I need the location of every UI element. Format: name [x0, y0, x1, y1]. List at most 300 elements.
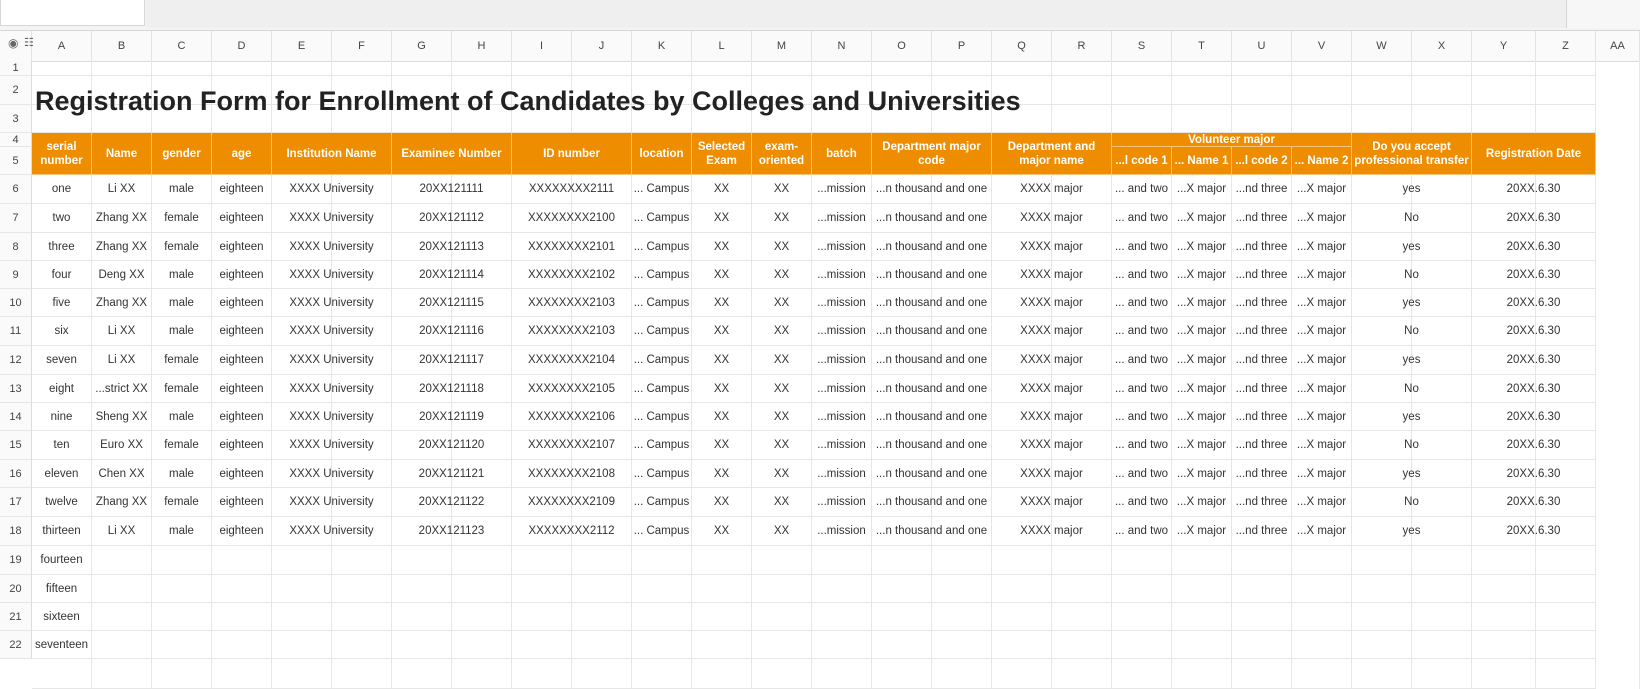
cell-examinee-number[interactable]: 20XX121120 [418, 439, 485, 451]
column-header-k[interactable]: K [632, 31, 692, 61]
cell-batch[interactable]: ...mission [817, 496, 866, 508]
cell-exam-oriented[interactable]: XX [773, 325, 790, 337]
cell-age[interactable]: eighteen [219, 325, 264, 337]
cell-professional-transfer[interactable]: No [1404, 325, 1419, 337]
cell-volunteer-name-1[interactable]: ...X major [1176, 410, 1227, 423]
row-header-22[interactable]: 22 [0, 631, 32, 659]
cell-volunteer-name-2[interactable]: ...X major [1296, 325, 1347, 337]
cell-serial-number[interactable]: fourteen [40, 554, 83, 566]
cell-name[interactable]: Zhang XX [95, 496, 148, 508]
cell-department-major-code[interactable]: ...n thousand and one [875, 354, 988, 366]
column-header-x[interactable]: X [1412, 31, 1472, 61]
freeze-icon[interactable]: ☷ [24, 37, 34, 49]
cell-examinee-number[interactable]: 20XX121117 [419, 354, 484, 366]
cell-professional-transfer[interactable]: No [1404, 496, 1419, 508]
header-volunteer-name-2[interactable]: ... Name 2 [1292, 147, 1352, 175]
row-header-3[interactable]: 3 [0, 105, 32, 133]
cell-institution-name[interactable]: XXXX University [289, 268, 374, 281]
cell-department-major-code[interactable]: ...n thousand and one [875, 410, 988, 423]
cell-exam-oriented[interactable]: XX [773, 240, 790, 253]
cell-selected-exam[interactable]: XX [713, 382, 730, 395]
cell-id-number[interactable]: XXXXXXXX2106 [528, 410, 615, 423]
cell-professional-transfer[interactable]: yes [1402, 240, 1421, 253]
cell-serial-number[interactable]: fifteen [45, 582, 78, 595]
cell-id-number[interactable]: XXXXXXXX2107 [528, 439, 615, 451]
cell-age[interactable]: eighteen [219, 296, 264, 309]
cell-serial-number[interactable]: twelve [45, 496, 78, 508]
cell-age[interactable]: eighteen [219, 410, 264, 423]
cell-institution-name[interactable]: XXXX University [289, 410, 374, 423]
cell-batch[interactable]: ...mission [817, 525, 866, 537]
cell-volunteer-code-2[interactable]: ...nd three [1235, 183, 1288, 195]
row-header-10[interactable]: 10 [0, 289, 32, 317]
column-header-n[interactable]: N [812, 31, 872, 61]
cell-volunteer-code-2[interactable]: ...nd three [1235, 525, 1288, 537]
cell-department-major-code[interactable]: ...n thousand and one [875, 296, 988, 309]
cell-selected-exam[interactable]: XX [713, 410, 730, 423]
cell-department-major-code[interactable]: ...n thousand and one [875, 525, 988, 537]
cell-serial-number[interactable]: six [54, 325, 69, 337]
cell-gender[interactable]: female [164, 439, 199, 451]
cell-exam-oriented[interactable]: XX [773, 496, 790, 508]
cell-department-major-code[interactable]: ...n thousand and one [875, 183, 988, 195]
cell-exam-oriented[interactable]: XX [773, 439, 790, 451]
cell-gender[interactable]: male [169, 325, 194, 337]
cell-examinee-number[interactable]: 20XX121123 [418, 525, 485, 537]
row-header-15[interactable]: 15 [0, 431, 32, 460]
cell-serial-number[interactable]: five [52, 296, 71, 309]
cell-volunteer-code-1[interactable]: ... and two [1114, 268, 1169, 281]
cell-volunteer-name-2[interactable]: ...X major [1296, 183, 1347, 195]
cell-registration-date[interactable]: 20XX.6.30 [1506, 325, 1561, 337]
cell-location[interactable]: ... Campus [633, 240, 690, 253]
cell-location[interactable]: ... Campus [633, 183, 690, 195]
row-header-8[interactable]: 8 [0, 233, 32, 261]
header-selected-exam[interactable]: Selected Exam [692, 133, 752, 175]
cell-examinee-number[interactable]: 20XX121122 [418, 496, 485, 508]
cell-id-number[interactable]: XXXXXXXX2103 [528, 325, 615, 337]
cell-exam-oriented[interactable]: XX [773, 268, 790, 281]
cell-volunteer-code-1[interactable]: ... and two [1114, 296, 1169, 309]
header-serial-number[interactable]: serial number [32, 133, 92, 175]
cell-volunteer-code-2[interactable]: ...nd three [1235, 240, 1288, 253]
cell-id-number[interactable]: XXXXXXXX2103 [528, 296, 615, 309]
header-department-major-name[interactable]: Department and major name [992, 133, 1112, 175]
cell-volunteer-code-2[interactable]: ...nd three [1235, 325, 1288, 337]
cell-batch[interactable]: ...mission [817, 240, 866, 253]
cell-volunteer-name-2[interactable]: ...X major [1296, 268, 1347, 281]
column-header-l[interactable]: L [692, 31, 752, 61]
cell-name[interactable]: Zhang XX [95, 296, 148, 309]
cell-volunteer-name-2[interactable]: ...X major [1296, 467, 1347, 480]
header-exam-oriented[interactable]: exam-oriented [752, 133, 812, 175]
cell-registration-date[interactable]: 20XX.6.30 [1506, 439, 1561, 451]
cell-professional-transfer[interactable]: yes [1402, 183, 1421, 195]
cell-volunteer-code-1[interactable]: ... and two [1114, 183, 1169, 195]
cell-institution-name[interactable]: XXXX University [289, 325, 374, 337]
cell-exam-oriented[interactable]: XX [773, 410, 790, 423]
cell-name[interactable]: Sheng XX [95, 410, 148, 423]
column-header-v[interactable]: V [1292, 31, 1352, 61]
cell-volunteer-name-2[interactable]: ...X major [1296, 240, 1347, 253]
header-location[interactable]: location [632, 133, 692, 175]
cell-institution-name[interactable]: XXXX University [289, 296, 374, 309]
cell-serial-number[interactable]: one [51, 183, 72, 195]
cell-examinee-number[interactable]: 20XX121113 [419, 240, 484, 253]
cell-department-major-name[interactable]: XXXX major [1020, 382, 1083, 395]
cell-volunteer-code-2[interactable]: ...nd three [1235, 296, 1288, 309]
column-header-y[interactable]: Y [1472, 31, 1536, 61]
cell-volunteer-name-2[interactable]: ...X major [1296, 212, 1347, 224]
cell-serial-number[interactable]: nine [50, 410, 73, 423]
cell-id-number[interactable]: XXXXXXXX2102 [528, 268, 615, 281]
row-header-5[interactable]: 5 [0, 147, 32, 175]
column-header-p[interactable]: P [932, 31, 992, 61]
row-header-2[interactable]: 2 [0, 76, 32, 105]
cell-age[interactable]: eighteen [219, 183, 264, 195]
cell-department-major-name[interactable]: XXXX major [1020, 410, 1083, 423]
cell-institution-name[interactable]: XXXX University [289, 525, 374, 537]
cell-department-major-name[interactable]: XXXX major [1020, 240, 1083, 253]
cell-volunteer-name-1[interactable]: ...X major [1176, 354, 1227, 366]
cell-selected-exam[interactable]: XX [713, 268, 730, 281]
cell-gender[interactable]: male [169, 296, 194, 309]
cell-department-major-name[interactable]: XXXX major [1020, 467, 1083, 480]
cell-department-major-name[interactable]: XXXX major [1020, 212, 1083, 224]
cell-examinee-number[interactable]: 20XX121112 [419, 212, 484, 224]
cell-institution-name[interactable]: XXXX University [289, 467, 374, 480]
cell-serial-number[interactable]: seven [46, 354, 77, 366]
cell-gender[interactable]: male [169, 467, 194, 480]
row-header-6[interactable]: 6 [0, 175, 32, 204]
cell-selected-exam[interactable]: XX [713, 525, 730, 537]
cell-registration-date[interactable]: 20XX.6.30 [1506, 382, 1561, 395]
cell-serial-number[interactable]: ten [53, 439, 70, 451]
cell-department-major-name[interactable]: XXXX major [1020, 525, 1083, 537]
cell-name[interactable]: ...strict XX [95, 382, 148, 395]
cell-gender[interactable]: male [169, 183, 194, 195]
cell-volunteer-code-1[interactable]: ... and two [1114, 240, 1169, 253]
cell-location[interactable]: ... Campus [633, 467, 690, 480]
cell-age[interactable]: eighteen [219, 212, 264, 224]
cell-professional-transfer[interactable]: yes [1402, 354, 1421, 366]
cell-department-major-name[interactable]: XXXX major [1020, 183, 1083, 195]
cell-volunteer-code-1[interactable]: ... and two [1114, 212, 1169, 224]
cell-volunteer-name-2[interactable]: ...X major [1296, 439, 1347, 451]
cell-serial-number[interactable]: sixteen [43, 610, 80, 623]
cell-department-major-name[interactable]: XXXX major [1020, 439, 1083, 451]
header-volunteer-major[interactable]: Volunteer major [1112, 133, 1352, 147]
cell-gender[interactable]: female [164, 496, 199, 508]
row-header-11[interactable]: 11 [0, 317, 32, 346]
cell-location[interactable]: ... Campus [633, 212, 690, 224]
cell-volunteer-code-1[interactable]: ... and two [1114, 410, 1169, 423]
cell-volunteer-code-1[interactable]: ... and two [1114, 439, 1169, 451]
column-header-i[interactable]: I [512, 31, 572, 61]
cell-location[interactable]: ... Campus [633, 496, 690, 508]
cell-batch[interactable]: ...mission [817, 382, 866, 395]
cell-id-number[interactable]: XXXXXXXX2104 [528, 354, 615, 366]
cell-volunteer-code-1[interactable]: ... and two [1114, 382, 1169, 395]
cell-exam-oriented[interactable]: XX [773, 382, 790, 395]
cell-department-major-code[interactable]: ...n thousand and one [875, 240, 988, 253]
cell-professional-transfer[interactable]: yes [1402, 296, 1421, 309]
cell-selected-exam[interactable]: XX [713, 296, 730, 309]
cell-volunteer-name-2[interactable]: ...X major [1296, 525, 1347, 537]
cell-location[interactable]: ... Campus [633, 410, 690, 423]
eye-icon[interactable]: ◉ [8, 36, 19, 50]
cell-location[interactable]: ... Campus [633, 296, 690, 309]
cell-gender[interactable]: male [169, 268, 194, 281]
column-header-s[interactable]: S [1112, 31, 1172, 61]
cell-location[interactable]: ... Campus [633, 325, 690, 337]
column-header-g[interactable]: G [392, 31, 452, 61]
cell-id-number[interactable]: XXXXXXXX2112 [528, 525, 615, 537]
cell-registration-date[interactable]: 20XX.6.30 [1506, 467, 1561, 480]
cell-registration-date[interactable]: 20XX.6.30 [1506, 296, 1561, 309]
cell-institution-name[interactable]: XXXX University [289, 382, 374, 395]
cell-volunteer-name-1[interactable]: ...X major [1176, 212, 1227, 224]
cell-volunteer-name-2[interactable]: ...X major [1296, 496, 1347, 508]
row-header-13[interactable]: 13 [0, 375, 32, 403]
cell-department-major-code[interactable]: ...n thousand and one [875, 325, 988, 337]
cell-professional-transfer[interactable]: yes [1402, 467, 1421, 480]
cell-volunteer-code-2[interactable]: ...nd three [1235, 467, 1288, 480]
cell-registration-date[interactable]: 20XX.6.30 [1506, 525, 1561, 537]
cell-examinee-number[interactable]: 20XX121118 [419, 382, 484, 395]
cell-name[interactable]: Zhang XX [95, 240, 148, 253]
cell-gender[interactable]: female [164, 382, 199, 395]
cell-examinee-number[interactable]: 20XX121115 [419, 296, 484, 309]
cell-location[interactable]: ... Campus [633, 354, 690, 366]
cell-volunteer-name-1[interactable]: ...X major [1176, 183, 1227, 195]
column-header-f[interactable]: F [332, 31, 392, 61]
cell-location[interactable]: ... Campus [633, 525, 690, 537]
cell-exam-oriented[interactable]: XX [773, 212, 790, 224]
cell-location[interactable]: ... Campus [633, 268, 690, 281]
cell-age[interactable]: eighteen [219, 525, 264, 537]
cell-location[interactable]: ... Campus [633, 382, 690, 395]
cell-volunteer-name-2[interactable]: ...X major [1296, 410, 1347, 423]
cell-selected-exam[interactable]: XX [713, 325, 730, 337]
header-professional-transfer[interactable]: Do you accept professional transfer [1352, 133, 1472, 175]
cell-department-major-code[interactable]: ...n thousand and one [875, 268, 988, 281]
cell-department-major-name[interactable]: XXXX major [1020, 354, 1083, 366]
cell-institution-name[interactable]: XXXX University [289, 354, 374, 366]
cell-name[interactable]: Euro XX [100, 439, 143, 451]
column-header-r[interactable]: R [1052, 31, 1112, 61]
header-batch[interactable]: batch [812, 133, 872, 175]
row-header-12[interactable]: 12 [0, 346, 32, 375]
cell-exam-oriented[interactable]: XX [773, 183, 790, 195]
cell-volunteer-name-1[interactable]: ...X major [1176, 296, 1227, 309]
cell-serial-number[interactable]: eleven [44, 467, 79, 480]
cell-department-major-code[interactable]: ...n thousand and one [875, 439, 988, 451]
cell-department-major-name[interactable]: XXXX major [1020, 325, 1083, 337]
cell-registration-date[interactable]: 20XX.6.30 [1506, 268, 1561, 281]
name-box[interactable] [0, 0, 145, 26]
cell-age[interactable]: eighteen [219, 268, 264, 281]
column-header-e[interactable]: E [272, 31, 332, 61]
cell-batch[interactable]: ...mission [817, 410, 866, 423]
row-header-21[interactable]: 21 [0, 603, 32, 631]
cell-gender[interactable]: female [164, 354, 199, 366]
cell-professional-transfer[interactable]: No [1404, 382, 1419, 395]
cell-selected-exam[interactable]: XX [713, 183, 730, 195]
cell-examinee-number[interactable]: 20XX121111 [419, 183, 484, 195]
row-header-1[interactable]: 1 [0, 61, 32, 76]
cell-department-major-code[interactable]: ...n thousand and one [875, 496, 988, 508]
cell-volunteer-name-1[interactable]: ...X major [1176, 325, 1227, 337]
cell-volunteer-code-1[interactable]: ... and two [1114, 325, 1169, 337]
cell-department-major-code[interactable]: ...n thousand and one [875, 467, 988, 480]
row-header-7[interactable]: 7 [0, 204, 32, 233]
cell-exam-oriented[interactable]: XX [773, 525, 790, 537]
cell-name[interactable]: Li XX [107, 325, 136, 337]
cell-volunteer-code-1[interactable]: ... and two [1114, 467, 1169, 480]
cell-volunteer-code-1[interactable]: ... and two [1114, 525, 1169, 537]
cell-serial-number[interactable]: four [51, 268, 72, 281]
cell-registration-date[interactable]: 20XX.6.30 [1506, 410, 1561, 423]
cell-id-number[interactable]: XXXXXXXX2100 [528, 212, 615, 224]
cell-batch[interactable]: ...mission [817, 183, 866, 195]
cell-id-number[interactable]: XXXXXXXX2111 [528, 183, 615, 195]
cell-examinee-number[interactable]: 20XX121119 [419, 410, 484, 423]
row-header-18[interactable]: 18 [0, 517, 32, 546]
cell-id-number[interactable]: XXXXXXXX2101 [528, 240, 615, 253]
column-header-u[interactable]: U [1232, 31, 1292, 61]
header-gender[interactable]: gender [152, 133, 212, 175]
column-header-d[interactable]: D [212, 31, 272, 61]
row-header-16[interactable]: 16 [0, 460, 32, 488]
cell-volunteer-name-1[interactable]: ...X major [1176, 467, 1227, 480]
column-header-c[interactable]: C [152, 31, 212, 61]
cell-name[interactable]: Deng XX [98, 268, 145, 281]
cell-examinee-number[interactable]: 20XX121121 [418, 467, 485, 480]
cell-volunteer-code-2[interactable]: ...nd three [1235, 212, 1288, 224]
cell-volunteer-name-1[interactable]: ...X major [1176, 439, 1227, 451]
cell-serial-number[interactable]: three [48, 240, 75, 253]
cell-age[interactable]: eighteen [219, 439, 264, 451]
cell-volunteer-code-2[interactable]: ...nd three [1235, 439, 1288, 451]
cell-batch[interactable]: ...mission [817, 296, 866, 309]
cell-institution-name[interactable]: XXXX University [289, 240, 374, 253]
cell-registration-date[interactable]: 20XX.6.30 [1506, 240, 1561, 253]
cell-volunteer-code-2[interactable]: ...nd three [1235, 410, 1288, 423]
cell-name[interactable]: Li XX [107, 183, 136, 195]
cell-batch[interactable]: ...mission [817, 212, 866, 224]
column-header-t[interactable]: T [1172, 31, 1232, 61]
cell-institution-name[interactable]: XXXX University [289, 212, 374, 224]
cell-exam-oriented[interactable]: XX [773, 354, 790, 366]
column-header-a[interactable]: A [32, 31, 92, 61]
cell-batch[interactable]: ...mission [817, 467, 866, 480]
cell-name[interactable]: Zhang XX [95, 212, 148, 224]
row-header-17[interactable]: 17 [0, 488, 32, 517]
header-volunteer-code-1[interactable]: ...l code 1 [1112, 147, 1172, 175]
cell-institution-name[interactable]: XXXX University [289, 496, 374, 508]
cell-id-number[interactable]: XXXXXXXX2105 [528, 382, 615, 395]
cell-selected-exam[interactable]: XX [713, 496, 730, 508]
cell-volunteer-code-1[interactable]: ... and two [1114, 354, 1169, 366]
cell-department-major-name[interactable]: XXXX major [1020, 296, 1083, 309]
cell-professional-transfer[interactable]: No [1404, 212, 1419, 224]
cell-selected-exam[interactable]: XX [713, 439, 730, 451]
column-header-q[interactable]: Q [992, 31, 1052, 61]
cell-serial-number[interactable]: eight [49, 382, 74, 395]
cell-gender[interactable]: male [169, 410, 194, 423]
cell-name[interactable]: Li XX [107, 354, 136, 366]
column-header-o[interactable]: O [872, 31, 932, 61]
header-institution-name[interactable]: Institution Name [272, 133, 392, 175]
cell-selected-exam[interactable]: XX [713, 467, 730, 480]
cell-volunteer-name-1[interactable]: ...X major [1176, 268, 1227, 281]
header-id-number[interactable]: ID number [512, 133, 632, 175]
cell-exam-oriented[interactable]: XX [773, 296, 790, 309]
cell-gender[interactable]: female [164, 212, 199, 224]
cell-registration-date[interactable]: 20XX.6.30 [1506, 212, 1561, 224]
header-name[interactable]: Name [92, 133, 152, 175]
cell-department-major-code[interactable]: ...n thousand and one [875, 212, 988, 224]
row-header-4[interactable]: 4 [0, 133, 32, 147]
cell-exam-oriented[interactable]: XX [773, 467, 790, 480]
column-header-z[interactable]: Z [1536, 31, 1596, 61]
cell-institution-name[interactable]: XXXX University [289, 439, 374, 451]
formula-bar[interactable] [146, 0, 1566, 28]
header-examinee-number[interactable]: Examinee Number [392, 133, 512, 175]
row-header-9[interactable]: 9 [0, 261, 32, 289]
select-all-corner[interactable] [0, 31, 32, 61]
cell-volunteer-name-2[interactable]: ...X major [1296, 354, 1347, 366]
cell-batch[interactable]: ...mission [817, 325, 866, 337]
cell-batch[interactable]: ...mission [817, 268, 866, 281]
header-volunteer-code-2[interactable]: ...l code 2 [1232, 147, 1292, 175]
cell-gender[interactable]: female [164, 240, 199, 253]
cell-examinee-number[interactable]: 20XX121116 [419, 325, 484, 337]
cell-serial-number[interactable]: thirteen [42, 525, 81, 537]
cell-name[interactable]: Li XX [107, 525, 136, 537]
header-registration-date[interactable]: Registration Date [1472, 133, 1596, 175]
header-department-major-code[interactable]: Department major code [872, 133, 992, 175]
cell-volunteer-name-1[interactable]: ...X major [1176, 496, 1227, 508]
cell-age[interactable]: eighteen [219, 240, 264, 253]
cell-professional-transfer[interactable]: yes [1402, 410, 1421, 423]
cell-registration-date[interactable]: 20XX.6.30 [1506, 496, 1561, 508]
row-header-20[interactable]: 20 [0, 575, 32, 603]
cell-department-major-name[interactable]: XXXX major [1020, 496, 1083, 508]
column-header-w[interactable]: W [1352, 31, 1412, 61]
cell-serial-number[interactable]: seventeen [34, 638, 89, 651]
cell-volunteer-name-1[interactable]: ...X major [1176, 525, 1227, 537]
cell-name[interactable]: Chen XX [98, 467, 145, 480]
column-header-j[interactable]: J [572, 31, 632, 61]
cell-volunteer-code-2[interactable]: ...nd three [1235, 496, 1288, 508]
cell-selected-exam[interactable]: XX [713, 354, 730, 366]
cell-examinee-number[interactable]: 20XX121114 [419, 268, 484, 281]
column-header-h[interactable]: H [452, 31, 512, 61]
cell-department-major-code[interactable]: ...n thousand and one [875, 382, 988, 395]
header-age[interactable]: age [212, 133, 272, 175]
cell-selected-exam[interactable]: XX [713, 212, 730, 224]
cell-id-number[interactable]: XXXXXXXX2109 [528, 496, 615, 508]
cell-volunteer-name-1[interactable]: ...X major [1176, 382, 1227, 395]
cell-location[interactable]: ... Campus [633, 439, 690, 451]
column-header-aa[interactable]: AA [1596, 31, 1640, 61]
column-header-b[interactable]: B [92, 31, 152, 61]
cell-volunteer-code-2[interactable]: ...nd three [1235, 354, 1288, 366]
row-header-19[interactable]: 19 [0, 546, 32, 575]
cell-registration-date[interactable]: 20XX.6.30 [1506, 183, 1561, 195]
